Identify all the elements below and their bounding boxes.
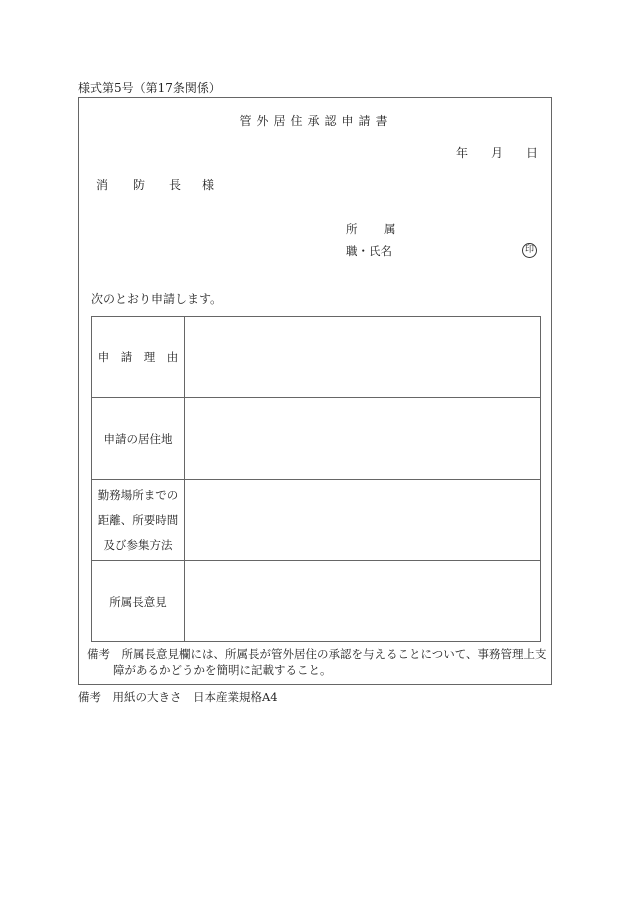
year-label: 年: [456, 146, 469, 160]
input-commute[interactable]: [185, 480, 540, 560]
footer-text: 用紙の大きさ 日本産業規格A4: [112, 690, 278, 704]
name-label: 職・氏名: [346, 244, 392, 258]
footer-prefix: 備考: [78, 690, 101, 704]
footer-note: [78, 689, 278, 705]
label-commute-line: 距離、所要時間: [97, 512, 179, 527]
label-commute-line: 勤務場所までの: [97, 487, 179, 502]
label-commute: [92, 480, 184, 560]
application-table: [91, 316, 541, 642]
note-line2: 障があるかどうかを簡明に記載すること。: [113, 663, 332, 677]
addressee-char: 防: [133, 178, 146, 192]
input-supervisor-opinion[interactable]: [185, 561, 540, 642]
seal-mark: 印: [522, 243, 537, 258]
input-residence[interactable]: [185, 398, 540, 479]
addressee-char: 長: [169, 178, 182, 192]
affiliation-label: 属: [384, 222, 396, 236]
addressee-char: 消: [96, 178, 109, 192]
input-reason[interactable]: [185, 317, 540, 397]
note-line1: 所属長意見欄には、所属長が管外居住の承認を与えることについて、事務管理上支: [121, 647, 547, 661]
form-id: 様式第5号（第17条関係）: [78, 81, 221, 95]
note-prefix: 備考: [87, 647, 110, 661]
form-frame: [78, 97, 552, 685]
label-reason: 申 請 理 由: [97, 350, 179, 364]
label-supervisor-opinion: 所属長意見: [109, 594, 167, 609]
label-residence: 申請の居住地: [103, 431, 173, 446]
note: [87, 646, 547, 678]
day-label: 日: [526, 146, 539, 160]
label-commute-line: 及び参集方法: [103, 537, 173, 552]
month-label: 月: [491, 146, 504, 160]
addressee-char: 様: [202, 178, 215, 192]
intro-text: 次のとおり申請します。: [91, 292, 223, 306]
page-title: 管外居住承認申請書: [239, 114, 393, 128]
affiliation-label: 所: [346, 222, 358, 236]
